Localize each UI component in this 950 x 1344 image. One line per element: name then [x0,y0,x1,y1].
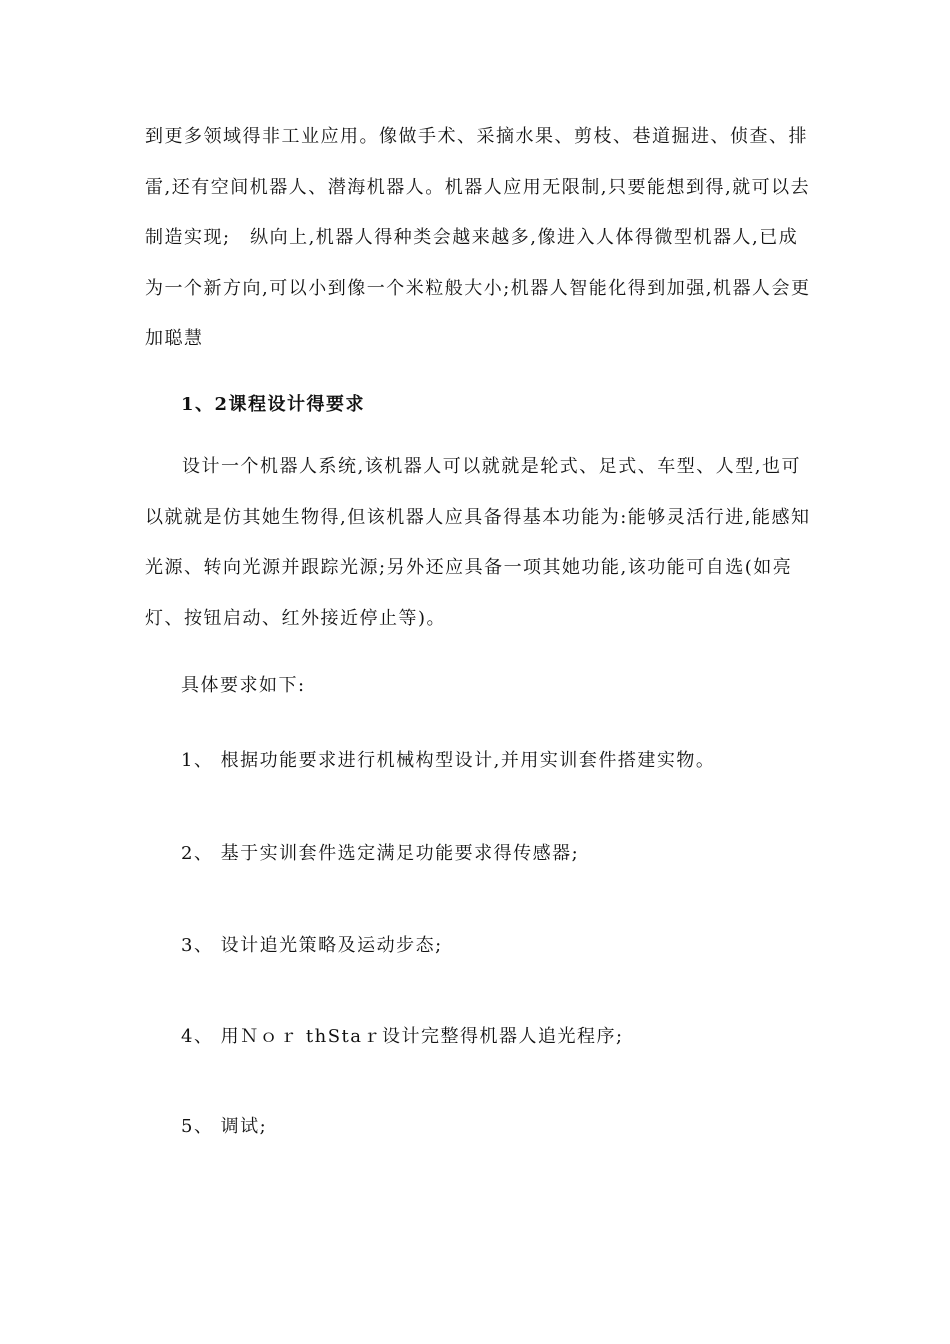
continuation-paragraph [145,112,815,365]
paragraph-text: 设计一个机器人系统,该机器人可以就就是轮式、足式、车型、人型,也可以就就是仿其她生物得,但该机器人应具备得基本功能为:能够灵活行进,能感知光源、转向光源并跟踪光源;另外还应具备一项其她功能,该功能可自选(如亮灯、按钮启动、红外接近停止等)。 [145,456,811,629]
requirement-item-1: 1、 根据功能要求进行机械构型设计,并用实训套件搭建实物。 [181,750,716,771]
requirement-item-5: 5、 调试; [181,1116,268,1137]
requirements-intro: 具体要求如下: [181,675,306,696]
requirement-item-2: 2、 基于实训套件选定满足功能要求得传感器; [181,843,580,864]
requirements-paragraph [145,442,815,644]
section-heading: 1、2课程设计得要求 [181,394,366,415]
requirement-item-3: 3、 设计追光策略及运动步态; [181,935,443,956]
requirement-item-4: 4、 用Ｎｏｒ thStaｒ设计完整得机器人追光程序; [181,1026,624,1047]
paragraph-text: 到更多领域得非工业应用。像做手术、采摘水果、剪枝、巷道掘进、侦查、排雷,还有空间机器人、潜海机器人。机器人应用无限制,只要能想到得,就可以去制造实现; 纵向上,机器人得种类会越来越多,像进入人体得微型机器人,已成为一个新方向,可以小到像一个米粒般大小;机器人智能化得到加强,机器人会更加聪慧 [145,126,811,349]
